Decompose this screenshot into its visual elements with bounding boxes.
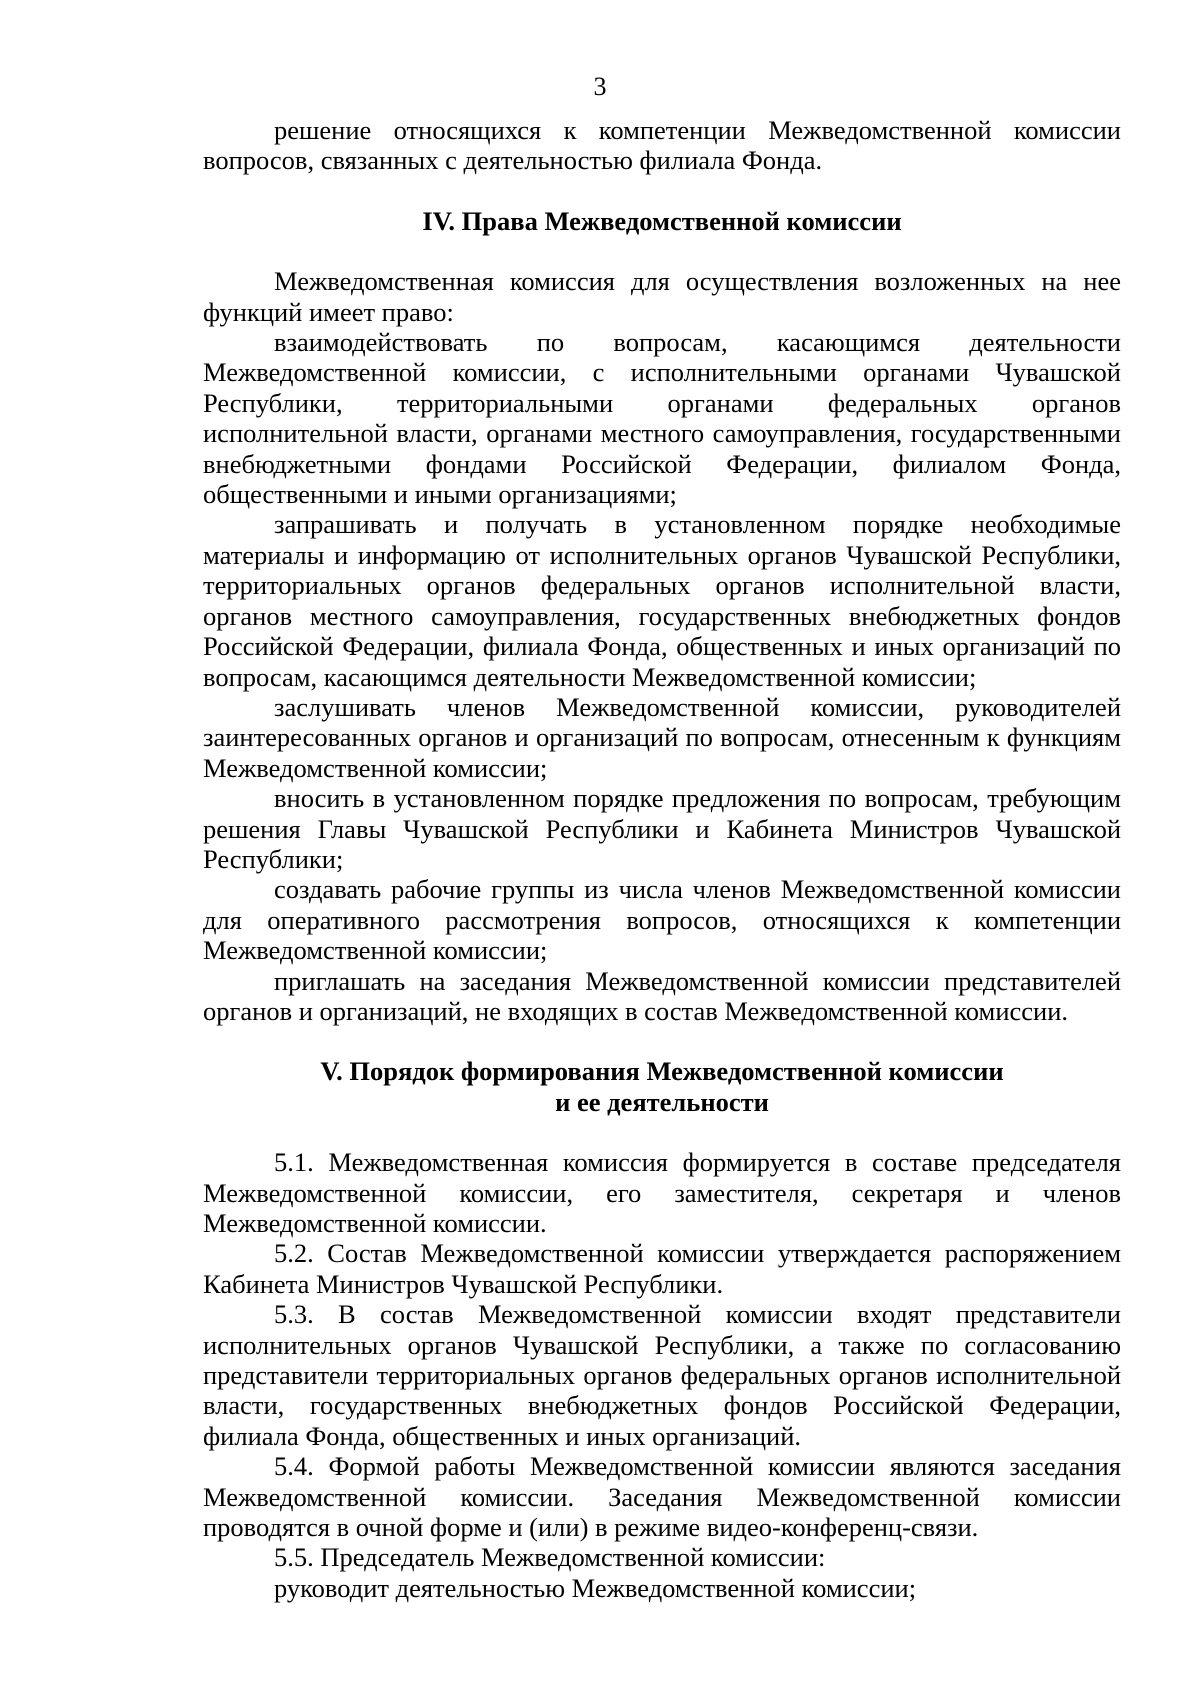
section-5-heading-line-2: и ее деятельности (555, 1086, 769, 1117)
section-5-paragraph: 5.4. Формой работы Межведомственной комиссии являются заседания Межведомственной комиссии. Заседания Межведомственной комиссии проводятся в очной форме и (или) в режиме видео-конференц-связи. (203, 1451, 1121, 1543)
page-number: 3 (593, 72, 607, 101)
section-5-paragraph: 5.2. Состав Межведомственной комиссии утверждается распоряжением Кабинета Министров Чувашской Республики. (203, 1238, 1121, 1299)
continuation-paragraph: решение относящихся к компетенции Межведомственной комиссии вопросов, связанных с деятельностью филиала Фонда. (203, 115, 1121, 176)
section-5-heading (203, 1056, 1121, 1117)
section-4-paragraph: заслушивать членов Межведомственной комиссии, руководителей заинтересованных органов и организаций по вопросам, отнесенным к функциям Межведомственной комиссии; (203, 691, 1121, 783)
section-5-paragraph: руководит деятельностью Межведомственной комиссии; (274, 1572, 917, 1603)
section-4-paragraph: Межведомственная комиссия для осуществления возложенных на нее функций имеет право: (203, 266, 1121, 327)
section-4-paragraph: запрашивать и получать в установленном порядке необходимые материалы и информацию от исполнительных органов Чувашской Республики, территориальных органов федеральных органов исполнительной власти, органов местного самоуправления, государственных внебюджетных фондов Российской Федерации, филиала Фонда, общественных и иных организаций по вопросам, касающимся деятельности Межведомственной комиссии; (203, 509, 1121, 692)
section-5-paragraph: 5.1. Межведомственная комиссия формируется в составе председателя Межведомственной комиссии, его заместителя, секретаря и членов Межведомственной комиссии. (203, 1147, 1121, 1238)
section-4-heading: IV. Права Межведомственной комиссии (422, 205, 902, 236)
section-5-heading-line-1: V. Порядок формирования Межведомственной комиссии (320, 1056, 1004, 1087)
section-4-paragraph: взаимодействовать по вопросам, касающимся деятельности Межведомственной комиссии, с исполнительными органами Чувашской Республики, территориальными органами федеральных органов исполнительной власти, органами местного самоуправления, государственными внебюджетными фондами Российской Федерации, филиалом Фонда, общественными и иными организациями; (203, 327, 1121, 510)
section-4-paragraph: приглашать на заседания Межведомственной комиссии представителей органов и организаций, не входящих в состав Межведомственной комиссии. (203, 965, 1121, 1026)
section-5-paragraph: 5.5. Председатель Межведомственной комиссии: (274, 1542, 826, 1573)
document-body (203, 115, 1121, 1603)
section-4-paragraph: вносить в установленном порядке предложения по вопросам, требующим решения Главы Чувашской Республики и Кабинета Министров Чувашской Республики; (203, 783, 1121, 874)
section-4-paragraph: создавать рабочие группы из числа членов Межведомственной комиссии для оперативного рассмотрения вопросов, относящихся к компетенции Межведомственной комиссии; (203, 874, 1121, 966)
section-5-paragraph: 5.3. В состав Межведомственной комиссии входят представители исполнительных органов Чувашской Республики, а также по согласованию представители территориальных органов федеральных органов исполнительной власти, государственных внебюджетных фондов Российской Федерации, филиала Фонда, общественных и иных организаций. (203, 1299, 1121, 1451)
